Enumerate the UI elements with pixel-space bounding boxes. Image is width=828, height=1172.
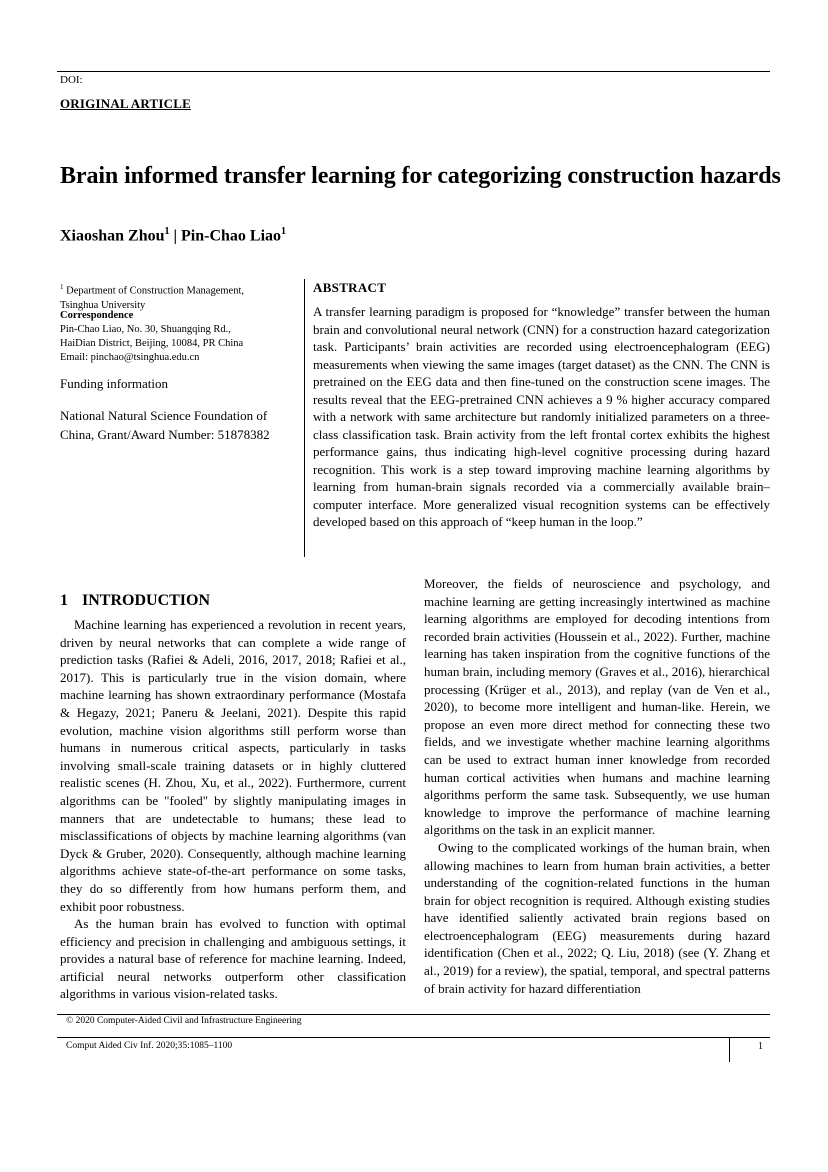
section-number: 1 (60, 592, 68, 609)
section-heading (60, 592, 210, 610)
section-title: INTRODUCTION (82, 592, 211, 609)
author-affiliation-sup: 1 (281, 226, 287, 237)
author-name: Xiaoshan Zhou (60, 227, 165, 245)
page-number-divider (729, 1038, 730, 1062)
body-paragraph: As the human brain has evolved to function with optimal efficiency and precision in challenging and ambiguous settings, it provides a natural base of reference for machine learning. Indeed, artificial neural networks outperform other classification algorithms in various vision-related tasks. (60, 916, 406, 1002)
body-column-left (60, 616, 406, 1003)
author-name: Pin-Chao Liao (181, 227, 282, 245)
body-paragraph: Owing to the complicated workings of the human brain, when allowing machines to learn from human brain activities, a better understanding of the cognition-related functions in the human brain for object recognition is required. Although existing studies have identified saliently activated brain regions based on electroencephalogram (EEG) measurements during hazard identification (Chen et al., 2022; Q. Liu, 2018) (see (Y. Zhang et al., 2019) for a review), the spatial, temporal, and spectral patterns of brain activity for hazard differentiation (424, 839, 770, 996)
correspondence-line: HaiDian District, Beijing, 10084, PR China (60, 338, 244, 349)
copyright-notice: © 2020 Computer-Aided Civil and Infrastructure Engineering (66, 1016, 302, 1026)
footer-rule-bottom (57, 1037, 770, 1038)
body-column-right (424, 575, 770, 997)
correspondence-email: Email: pinchao@tsinghua.edu.cn (60, 352, 200, 363)
abstract-heading: ABSTRACT (313, 280, 387, 295)
correspondence-address (60, 323, 270, 365)
paper-title: Brain informed transfer learning for categorizing construction hazards (60, 163, 781, 189)
abstract-divider (304, 279, 305, 557)
affiliation-text: Department of Construction Management, Tsinghua University (60, 285, 244, 311)
journal-reference: Comput Aided Civ Inf. 2020;35:1085–1100 (66, 1041, 233, 1051)
author-list (60, 226, 286, 245)
author-affiliation-sup: 1 (164, 226, 170, 237)
funding-label: Funding information (60, 376, 168, 391)
body-paragraph: Machine learning has experienced a revolution in recent years, driven by neural networks that can complete a wide range of prediction tasks (Rafiei & Adeli, 2016, 2017, 2018; Rafiei et al., 2017). This is particularly true in the vision domain, where machine learning has shown extraordinary performance (Mostafa & Hegazy, 2021; Paneru & Jeelani, 2021). Despite this rapid evolution, machine vision algorithms still perform worse than humans in numerous critical aspects, particularly in tasks involving small-scale training datasets or in highly cluttered realistic scenes (H. Zhou, Xu, et al., 2022). Furthermore, current algorithms can be "fooled" by slightly manipulating images in manners that are undetectable to humans; these lead to misclassifications of objects by machine learning algorithms (van Dyck & Gruber, 2020). Consequently, although machine learning algorithms achieve state-of-the-art performance on some tasks, they do so differently from how humans perform them, and exhibit poor robustness. (60, 617, 406, 914)
header-rule (57, 71, 770, 72)
funding-body: National Natural Science Foundation of China, Grant/Award Number: 51878382 (60, 408, 270, 442)
affiliation (60, 280, 270, 313)
abstract-text: A transfer learning paradigm is proposed for “knowledge” transfer between the human brain and convolutional neural network (CNN) for a construction hazard categorization task. Participants’ brain activities are recorded using electroencephalogram (EEG) measurements when viewing the same images (target dataset) as the CNN. The CNN is pretrained on the EEG data and then fine-tuned on the construction scene images. The results reveal that the EEG-pretrained CNN achieves a 9 % higher accuracy compared with a network with same architecture but randomly initialized parameters on a three-class classification task. Brain activity from the left frontal cortex exhibits the highest performance gains, thus indicating high-level cognitive processing during hazard recognition. This work is a step toward improving machine learning algorithms by learning from human-brain signals recorded via a commercially available brain–computer interface. More generalized visual recognition systems can be effectively developed based on this approach of “keep human in the loop.” (313, 304, 770, 529)
correspondence-line: Pin-Chao Liao, No. 30, Shuangqing Rd., (60, 324, 231, 335)
article-type: ORIGINAL ARTICLE (60, 96, 191, 111)
correspondence-label: Correspondence (60, 310, 134, 321)
affiliation-sup: 1 (60, 283, 64, 291)
footer-rule-top (57, 1014, 770, 1015)
page-number: 1 (758, 1041, 763, 1052)
author-separator: | (169, 227, 182, 245)
body-paragraph: Moreover, the fields of neuroscience and psychology, and machine learning are getting increasingly intertwined as machine learning algorithms are employed for decoding intentions from recorded brain activities (Houssein et al., 2022). Further, machine learning has taken inspiration from the cognitive functions of the human brain, including memory (Graves et al., 2016), hierarchical processing (Krüger et al., 2013), and replay (van de Ven et al., 2020), to become more intelligent and human-like. Herein, we propose an even more direct method for connecting these two fields, and we investigate whether machine learning algorithms can be used to extract human inner knowledge from recorded human cortical activities when humans and machine learning algorithms perform the same task. Subsequently, we use human knowledge to improve the performance of machine learning algorithms on the task in an explicit manner. (424, 576, 770, 838)
doi-label: DOI: (60, 74, 83, 86)
